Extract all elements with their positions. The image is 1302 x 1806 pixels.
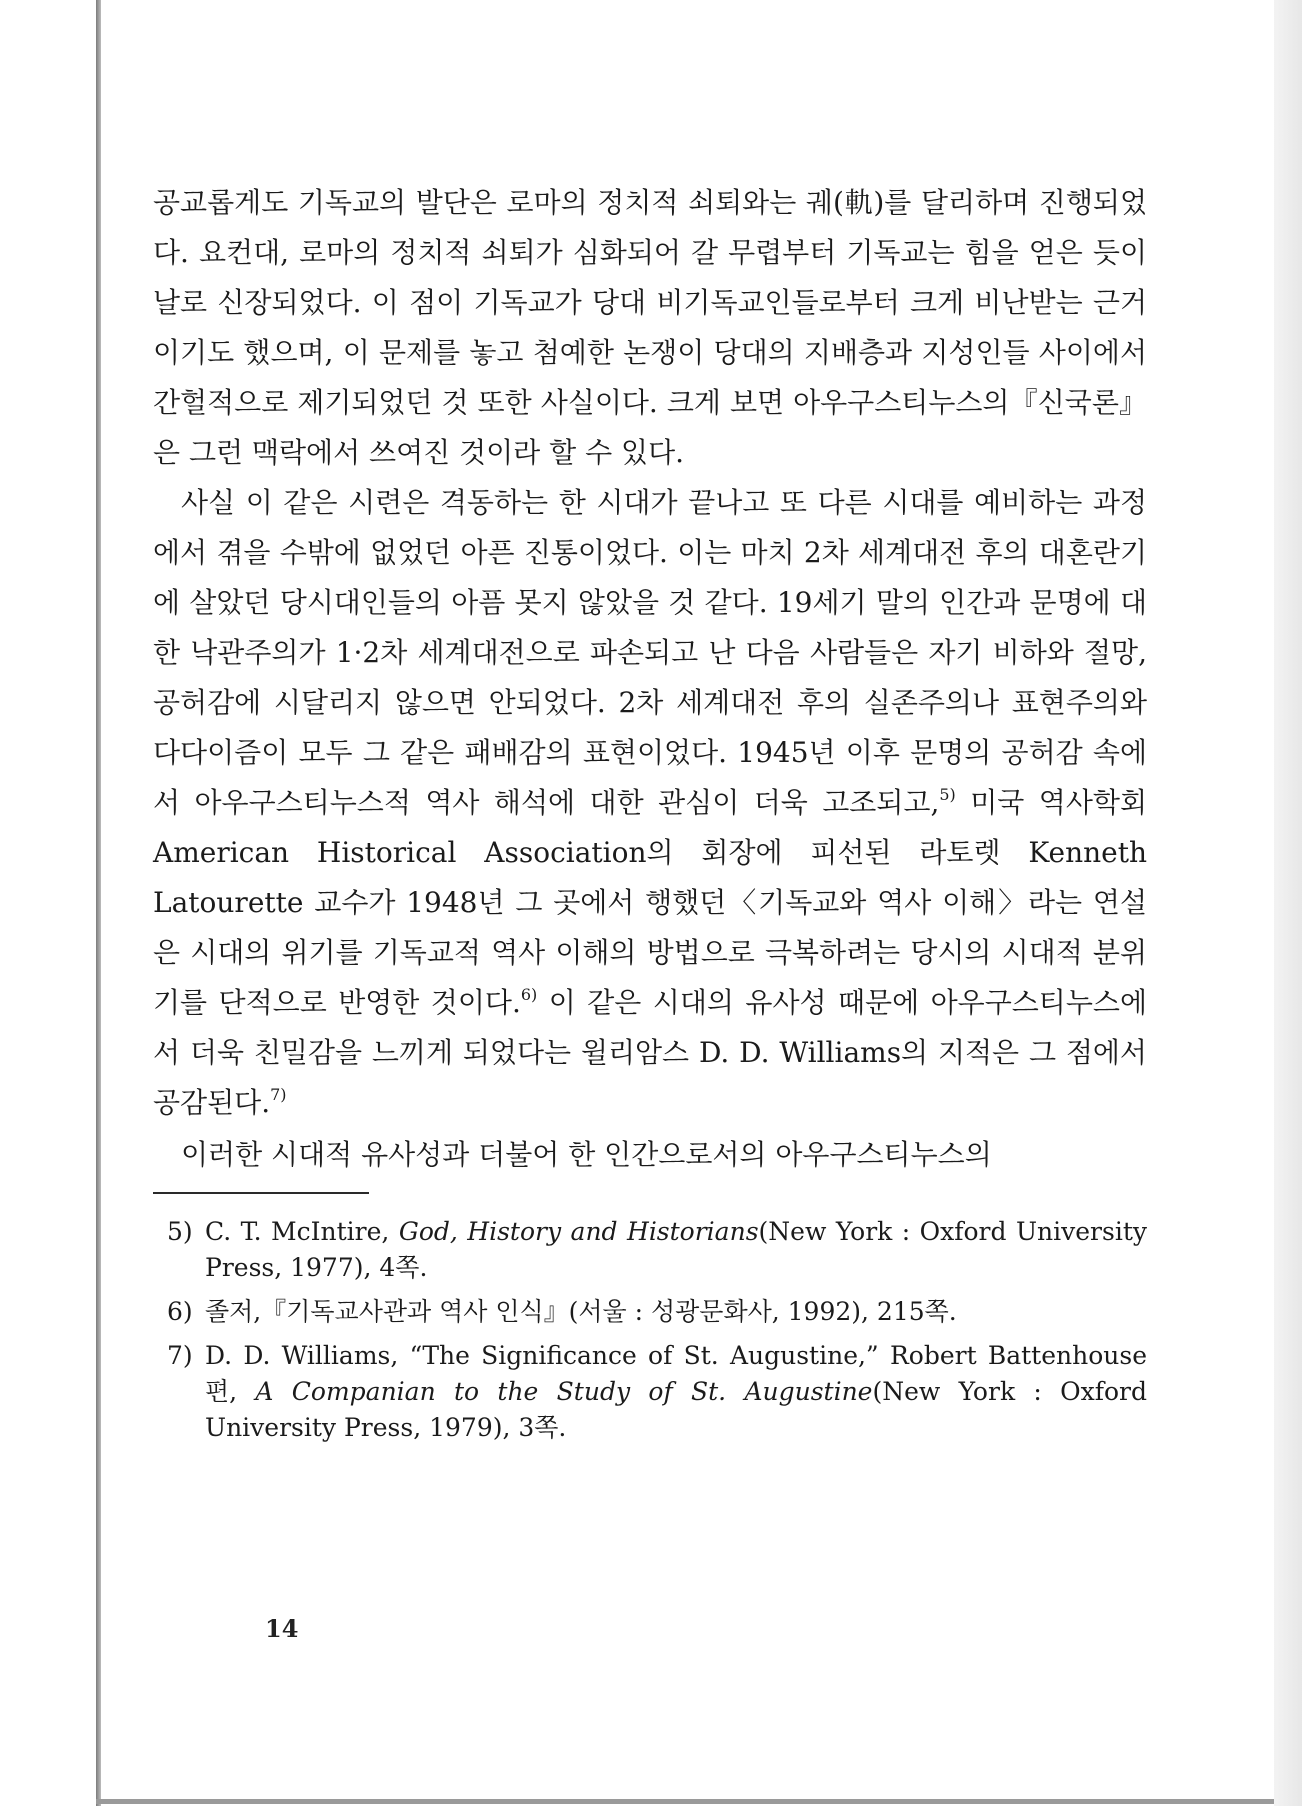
text-run: (New York : Oxford University Press, 1979), 3쪽. xyxy=(205,1377,1147,1442)
footnote-5 xyxy=(153,1214,1147,1286)
text-run: 이 같은 시대의 유사성 때문에 아우구스티누스에서 더욱 친밀감을 느끼게 되었다는 윌리암스 D. D. Williams의 지적은 그 점에서 공감된다. xyxy=(153,986,1147,1119)
text-run: D. D. Williams, “The Significance of St. Augustine,” Robert Battenhouse 편, xyxy=(205,1341,1147,1406)
footnote-text xyxy=(205,1297,957,1326)
footnote-text xyxy=(205,1217,1147,1282)
paragraph-2 xyxy=(153,478,1147,1128)
text-run: 미국 역사학회 American Historical Association의 회장에 피선된 라토렛 Kenneth Latourette 교수가 1948년 그 곳에서 행했던〈기독교와 역사 이해〉라는 연설은 시대의 위기를 기독교적 역사 이해의 방법으로 극복하려는 당시의 시대적 분위기를 단적으로 반영한 것이다. xyxy=(153,786,1147,1019)
footnote-number: 5) xyxy=(167,1217,193,1246)
italic-title: A Companian to the Study of St. Augustine xyxy=(255,1377,873,1406)
footnote-marker: 5) xyxy=(939,785,956,804)
scrollbar[interactable] xyxy=(1274,0,1302,1806)
body-text xyxy=(153,178,1147,1180)
page-shadow-bottom xyxy=(96,1799,1274,1804)
paragraph-1 xyxy=(153,178,1147,478)
footnote-number: 7) xyxy=(167,1341,193,1370)
text-run: 이러한 시대적 유사성과 더불어 한 인간으로서의 아우구스티누스의 xyxy=(181,1138,992,1171)
page-number: 14 xyxy=(265,1614,299,1643)
footnote-6 xyxy=(153,1294,1147,1330)
text-run: C. T. McIntire, xyxy=(205,1217,399,1246)
text-run: 사실 이 같은 시련은 격동하는 한 시대가 끝나고 또 다른 시대를 예비하는 과정에서 겪을 수밖에 없었던 아픈 진통이었다. 이는 마치 2차 세계대전 후의 대혼란기에 살았던 당시대인들의 아픔 못지 않았을 것 같다. 19세기 말의 인간과 문명에 대한 낙관주의가 1·2차 세계대전으로 파손되고 난 다음 사람들은 자기 비하와 절망, 공허감에 시달리지 않으면 안되었다. 2차 세계대전 후의 실존주의나 표현주의와 다다이즘이 모두 그 같은 패배감의 표현이었다. 1945년 이후 문명의 공허감 속에서 아우구스티누스적 역사 해석에 대한 관심이 더욱 고조되고, xyxy=(153,486,1147,819)
footnotes xyxy=(153,1214,1147,1446)
footnote-divider xyxy=(153,1192,369,1194)
text-run: (New York : Oxford University Press, 1977), 4쪽. xyxy=(205,1217,1147,1282)
text-run: 공교롭게도 기독교의 발단은 로마의 정치적 쇠퇴와는 궤(軌)를 달리하며 진행되었다. 요컨대, 로마의 정치적 쇠퇴가 심화되어 갈 무렵부터 기독교는 힘을 얻은 듯이 날로 신장되었다. 이 점이 기독교가 당대 비기독교인들로부터 크게 비난받는 근거이기도 했으며, 이 문제를 놓고 첨예한 논쟁이 당대의 지배층과 지성인들 사이에서 간헐적으로 제기되었던 것 또한 사실이다. 크게 보면 아우구스티누스의『신국론』은 그런 맥락에서 쓰여진 것이라 할 수 있다. xyxy=(153,186,1147,469)
footnote-marker: 7) xyxy=(270,1085,287,1104)
footnote-text xyxy=(205,1341,1147,1442)
text-run: 졸저,『기독교사관과 역사 인식』(서울 : 성광문화사, 1992), 215쪽. xyxy=(205,1297,957,1326)
paragraph-3 xyxy=(153,1130,1147,1180)
italic-title: God, History and Historians xyxy=(398,1217,759,1246)
footnote-7 xyxy=(153,1338,1147,1446)
page-content xyxy=(153,178,1147,1454)
footnote-number: 6) xyxy=(167,1297,193,1326)
footnote-marker: 6) xyxy=(520,985,538,1004)
